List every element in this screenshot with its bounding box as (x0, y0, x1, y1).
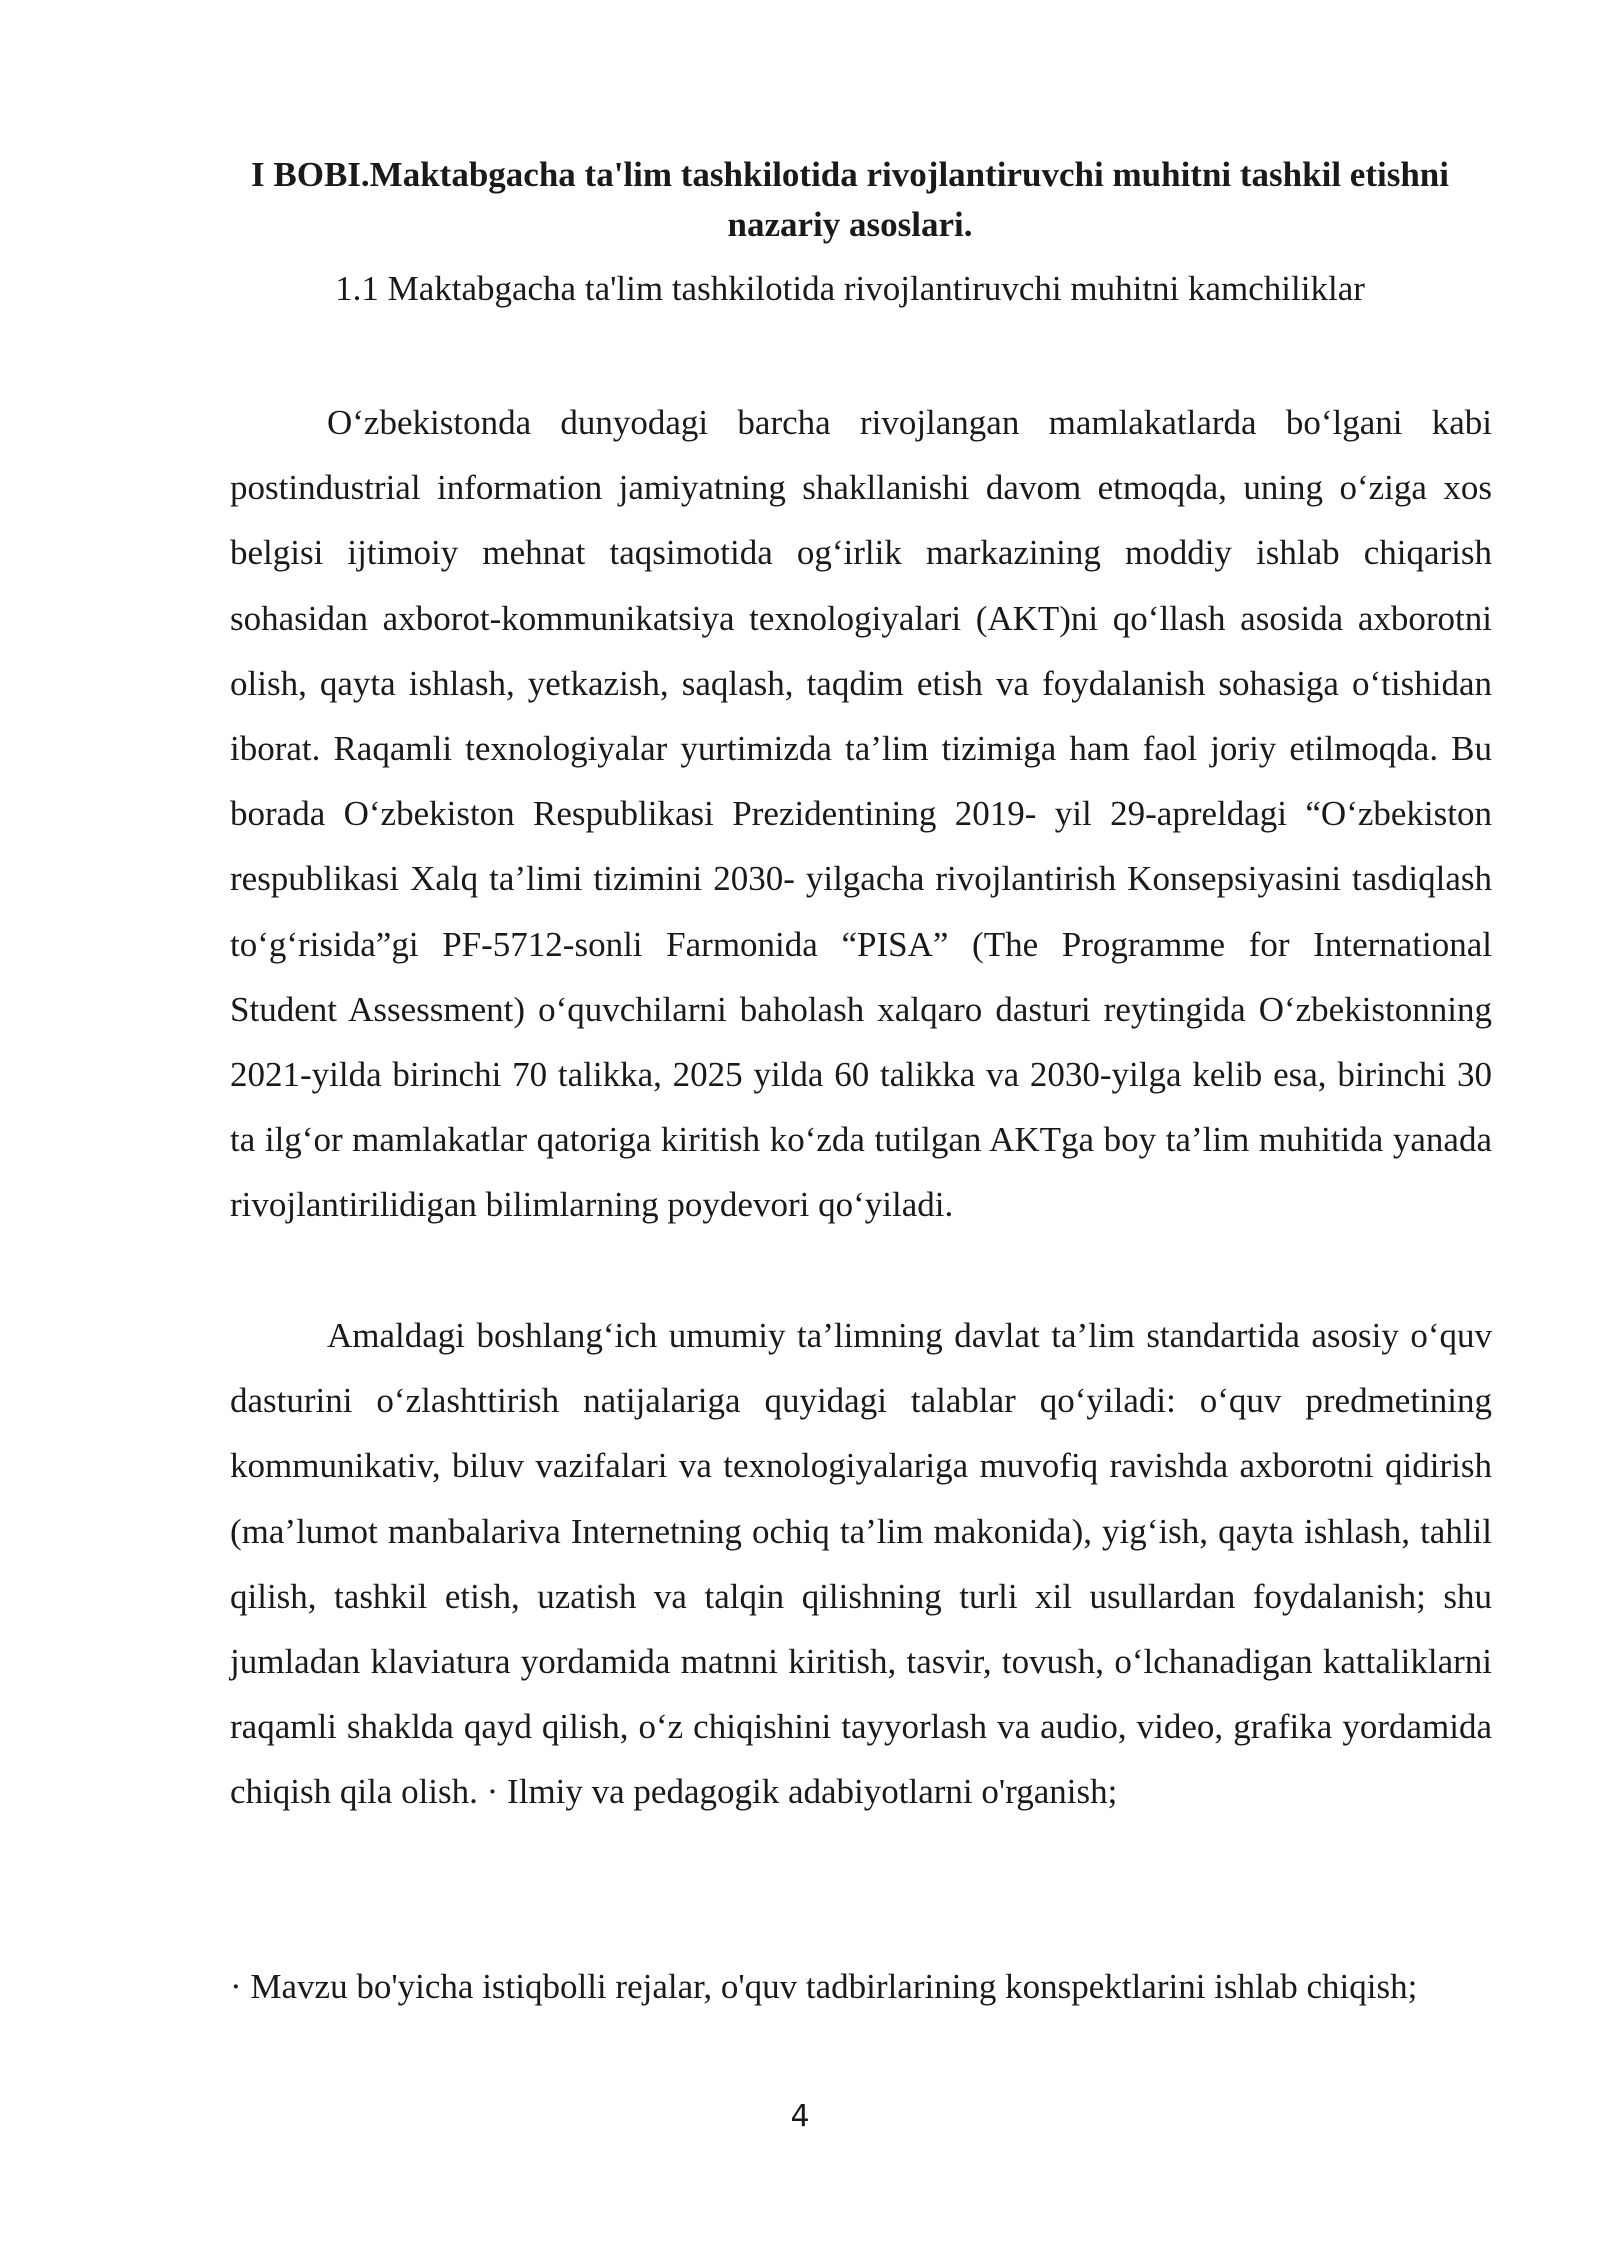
bullet-item: · Mavzu bo'yicha istiqbolli rejalar, o'quv tadbirlarining konspektlarini ishlab chiqish; (230, 1967, 1418, 2006)
body-paragraph-1: O‘zbekistonda dunyodagi barcha rivojlangan mamlakatlarda bo‘lgani kabi postindustrial information jamiyatning shakllanishi davom etmoqda, uning o‘ziga xos belgisi ijtimoiy mehnat taqsimotida og‘irlik markazining moddiy ishlab chiqarish sohasidan axborot-kommunikatsiya texnologiyalari (AKT)ni qo‘llash asosida axborotni olish, qayta ishlash, yetkazish, saqlash, taqdim etish va foydalanish sohasiga o‘tishidan iborat. Raqamli texnologiyalar yurtimizda ta’lim tizimiga ham faol joriy etilmoqda. Bu borada O‘zbekiston Respublikasi Prezidentining 2019- yil 29-apreldagi “O‘zbekiston respublikasi Xalq ta’limi tizimini 2030- yilgacha rivojlantirish Konsepsiyasini tasdiqlash to‘g‘risida”gi PF-5712-sonli Farmonida “PISA” (The Programme for International Student Assessment) o‘quvchilarni baholash xalqaro dasturi reytingida O‘zbekistonning 2021-yilda birinchi 70 talikka, 2025 yilda 60 talikka va 2030-yilga kelib esa, birinchi 30 ta ilg‘or mamlakatlar qatoriga kiritish ko‘zda tutilgan AKTga boy ta’lim muhitida yanada rivojlantirilidigan bilimlarning poydevori qo‘yiladi. (230, 403, 1492, 1225)
chapter-title: I BOBI.Maktabgacha ta'lim tashkilotida rivojlantiruvchi muhitni tashkil etishni nazariy asoslari. (251, 155, 1449, 244)
section-title: 1.1 Maktabgacha ta'lim tashkilotida rivojlantiruvchi muhitni kamchiliklar (335, 269, 1365, 308)
page-number: 4 (790, 2099, 810, 2134)
body-paragraph-2: Amaldagi boshlang‘ich umumiy ta’limning davlat ta’lim standartida asosiy o‘quv dasturini o‘zlashttirish natijalariga quyidagi talablar qo‘yiladi: o‘quv predmetining kommunikativ, biluv vazifalari va texnologiyalariga muvofiq ravishda axborotni qidirish (ma’lumot manbalariva Internetning ochiq ta’lim makonida), yig‘ish, qayta ishlash, tahlil qilish, tashkil etish, uzatish va talqin qilishning turli xil usullardan foydalanish; shu jumladan klaviatura yordamida matnni kiritish, tasvir, tovush, o‘lchanadigan kattaliklarni raqamli shaklda qayd qilish, o‘z chiqishini tayyorlash va audio, video, grafika yordamida chiqish qila olish. · Ilmiy va pedagogik adabiyotlarni o'rganish; (230, 1316, 1492, 1812)
